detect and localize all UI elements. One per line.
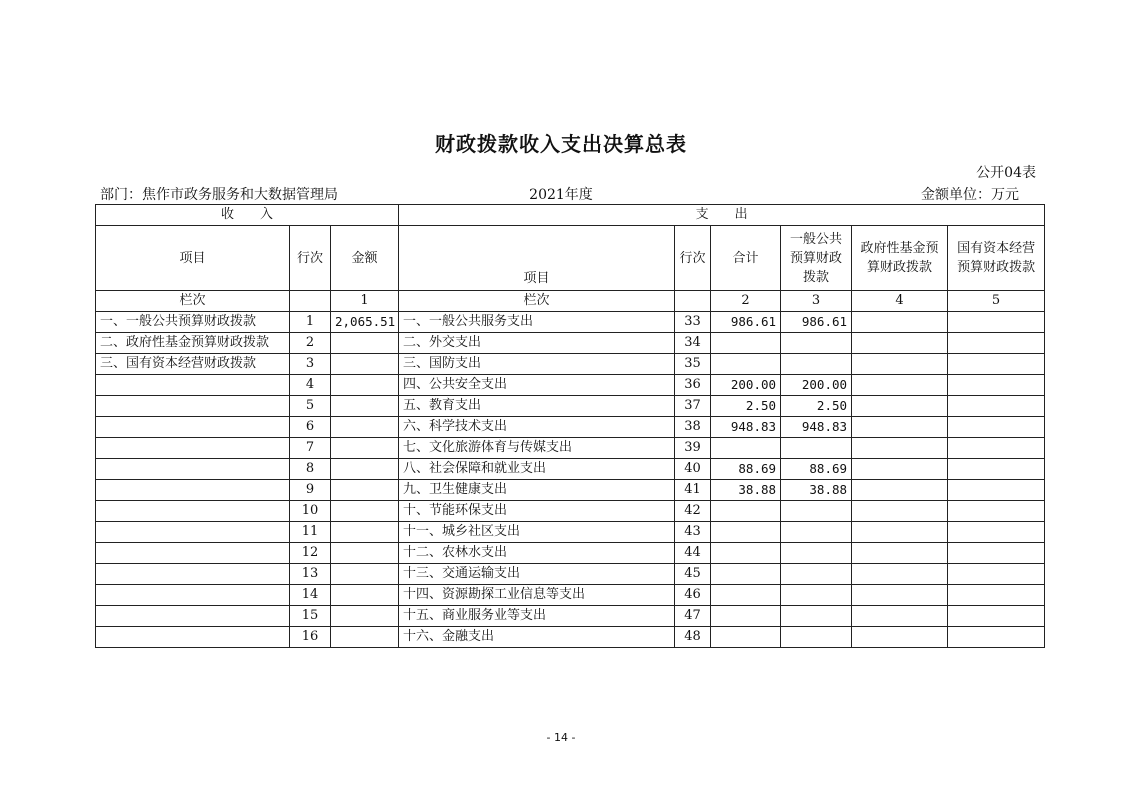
income-line-cell: 12 [290,543,331,564]
income-line-cell: 11 [290,522,331,543]
expense-line-cell: 38 [675,417,711,438]
gov-fund-cell [852,606,948,627]
form-number: 公开04表 [976,165,1036,181]
col-index-empty [675,291,711,312]
amount-unit: 金额单位：万元 [921,187,1019,203]
expense-line-cell: 40 [675,459,711,480]
state-capital-cell [948,543,1045,564]
income-item-cell [96,627,290,648]
col-index-empty [290,291,331,312]
expense-item-cell: 二、外交支出 [399,333,675,354]
table-row [96,606,1045,627]
fiscal-year: 2021年度 [529,187,593,203]
income-line-header: 行次 [290,226,331,291]
income-item-cell [96,480,290,501]
table-row [96,585,1045,606]
gov-fund-cell [852,543,948,564]
gov-fund-cell [852,396,948,417]
expense-item-cell: 十三、交通运输支出 [399,564,675,585]
col-label-income: 栏次 [96,291,290,312]
gov-fund-cell [852,375,948,396]
general-budget-cell [781,501,852,522]
general-budget-cell: 38.88 [781,480,852,501]
general-budget-cell: 948.83 [781,417,852,438]
col-index-2: 2 [711,291,781,312]
table-row [96,333,1045,354]
income-amount-cell [331,585,399,606]
general-budget-cell [781,585,852,606]
page-title: 财政拨款收入支出决算总表 [435,132,687,156]
income-line-cell: 13 [290,564,331,585]
table-row [96,501,1045,522]
income-line-cell: 8 [290,459,331,480]
expense-line-cell: 39 [675,438,711,459]
income-line-cell: 9 [290,480,331,501]
total-cell: 38.88 [711,480,781,501]
income-item-cell: 二、政府性基金预算财政拨款 [96,333,290,354]
expense-item-cell: 四、公共安全支出 [399,375,675,396]
table-row [96,354,1045,375]
table-row [96,396,1045,417]
state-capital-cell [948,354,1045,375]
income-amount-cell [331,438,399,459]
gov-fund-cell [852,480,948,501]
income-line-cell: 2 [290,333,331,354]
expense-item-cell: 十六、金融支出 [399,627,675,648]
total-cell [711,501,781,522]
table-row [96,627,1045,648]
total-cell: 2.50 [711,396,781,417]
page-number: - 14 - [546,731,576,744]
expense-line-cell: 36 [675,375,711,396]
general-budget-cell [781,627,852,648]
income-amount-cell [331,627,399,648]
expense-item-cell: 十一、城乡社区支出 [399,522,675,543]
state-capital-cell [948,501,1045,522]
table-row [96,375,1045,396]
general-budget-cell [781,438,852,459]
expense-line-cell: 33 [675,312,711,333]
gov-fund-cell [852,564,948,585]
table-row [96,522,1045,543]
state-capital-cell [948,312,1045,333]
expense-line-cell: 47 [675,606,711,627]
total-cell [711,438,781,459]
state-capital-cell [948,606,1045,627]
income-line-cell: 7 [290,438,331,459]
col-index-1: 1 [331,291,399,312]
general-budget-cell [781,333,852,354]
expense-item-cell: 一、一般公共服务支出 [399,312,675,333]
general-budget-cell [781,564,852,585]
total-cell: 200.00 [711,375,781,396]
state-capital-cell [948,417,1045,438]
total-cell: 88.69 [711,459,781,480]
total-cell [711,606,781,627]
state-capital-cell [948,375,1045,396]
total-cell [711,522,781,543]
total-cell [711,585,781,606]
total-header: 合计 [711,226,781,291]
income-item-cell: 三、国有资本经营财政拨款 [96,354,290,375]
general-budget-cell: 200.00 [781,375,852,396]
income-item-cell [96,585,290,606]
budget-summary-table [95,204,1045,648]
expense-line-cell: 45 [675,564,711,585]
income-amount-cell [331,354,399,375]
income-line-cell: 15 [290,606,331,627]
total-cell [711,333,781,354]
income-item-cell [96,522,290,543]
income-amount-cell [331,480,399,501]
income-line-cell: 3 [290,354,331,375]
table-row [96,459,1045,480]
income-amount-cell [331,459,399,480]
gov-fund-cell [852,459,948,480]
state-capital-cell [948,564,1045,585]
income-amount-cell [331,333,399,354]
gov-fund-cell [852,417,948,438]
gov-fund-cell [852,522,948,543]
state-capital-cell [948,459,1045,480]
expense-item-cell: 十五、商业服务业等支出 [399,606,675,627]
col-index-4: 4 [852,291,948,312]
expense-line-header: 行次 [675,226,711,291]
general-budget-cell [781,543,852,564]
income-item-cell [96,396,290,417]
expense-item-header: 项目 [399,226,675,291]
expense-item-cell: 十四、资源勘探工业信息等支出 [399,585,675,606]
income-item-header: 项目 [96,226,290,291]
income-amount-cell [331,375,399,396]
state-capital-cell [948,438,1045,459]
expense-line-cell: 44 [675,543,711,564]
col-index-5: 5 [948,291,1045,312]
expense-item-cell: 五、教育支出 [399,396,675,417]
income-item-cell [96,438,290,459]
total-cell: 986.61 [711,312,781,333]
gov-fund-cell [852,312,948,333]
expense-item-cell: 八、社会保障和就业支出 [399,459,675,480]
income-header: 收 入 [96,205,399,226]
expense-item-cell: 七、文化旅游体育与传媒支出 [399,438,675,459]
income-line-cell: 4 [290,375,331,396]
state-capital-cell [948,480,1045,501]
income-line-cell: 16 [290,627,331,648]
expense-item-cell: 十二、农林水支出 [399,543,675,564]
income-item-cell [96,564,290,585]
income-amount-cell: 2,065.51 [331,312,399,333]
total-cell [711,543,781,564]
expense-item-cell: 三、国防支出 [399,354,675,375]
income-amount-header: 金额 [331,226,399,291]
expense-item-cell: 九、卫生健康支出 [399,480,675,501]
income-item-cell [96,543,290,564]
general-budget-cell: 88.69 [781,459,852,480]
gov-fund-cell [852,438,948,459]
income-line-cell: 14 [290,585,331,606]
income-amount-cell [331,606,399,627]
table-row [96,417,1045,438]
general-budget-cell [781,606,852,627]
total-cell [711,564,781,585]
income-line-cell: 1 [290,312,331,333]
income-item-cell: 一、一般公共预算财政拨款 [96,312,290,333]
income-item-cell [96,417,290,438]
table-row [96,480,1045,501]
total-cell: 948.83 [711,417,781,438]
general-budget-cell: 986.61 [781,312,852,333]
gov-fund-cell [852,333,948,354]
general-budget-cell: 2.50 [781,396,852,417]
income-item-cell [96,459,290,480]
expense-line-cell: 46 [675,585,711,606]
income-amount-cell [331,543,399,564]
department-label: 部门：焦作市政务服务和大数据管理局 [100,187,338,203]
col-index-3: 3 [781,291,852,312]
expense-header: 支 出 [399,205,1045,226]
expense-line-cell: 48 [675,627,711,648]
gov-fund-cell [852,354,948,375]
income-line-cell: 5 [290,396,331,417]
expense-line-cell: 42 [675,501,711,522]
income-amount-cell [331,417,399,438]
income-amount-cell [331,522,399,543]
state-capital-cell [948,333,1045,354]
column-index-row [96,291,1045,312]
income-item-cell [96,501,290,522]
general-budget-cell [781,522,852,543]
state-capital-cell [948,522,1045,543]
header-row-1 [96,205,1045,226]
expense-line-cell: 37 [675,396,711,417]
total-cell [711,354,781,375]
state-capital-cell [948,396,1045,417]
expense-item-cell: 六、科学技术支出 [399,417,675,438]
state-capital-cell [948,627,1045,648]
expense-line-cell: 43 [675,522,711,543]
gov-fund-cell [852,501,948,522]
table-row [96,543,1045,564]
gov-fund-header: 政府性基金预算财政拨款 [852,226,948,291]
col-label-expense: 栏次 [399,291,675,312]
expense-line-cell: 41 [675,480,711,501]
income-amount-cell [331,396,399,417]
table-row [96,438,1045,459]
state-capital-cell [948,585,1045,606]
income-item-cell [96,375,290,396]
general-budget-header: 一般公共预算财政拨款 [781,226,852,291]
gov-fund-cell [852,585,948,606]
table-row [96,312,1045,333]
income-line-cell: 6 [290,417,331,438]
expense-item-cell: 十、节能环保支出 [399,501,675,522]
income-amount-cell [331,501,399,522]
expense-line-cell: 35 [675,354,711,375]
gov-fund-cell [852,627,948,648]
income-amount-cell [331,564,399,585]
income-item-cell [96,606,290,627]
general-budget-cell [781,354,852,375]
table-row [96,564,1045,585]
total-cell [711,627,781,648]
income-line-cell: 10 [290,501,331,522]
state-capital-header: 国有资本经营预算财政拨款 [948,226,1045,291]
header-row-2 [96,226,1045,291]
expense-line-cell: 34 [675,333,711,354]
